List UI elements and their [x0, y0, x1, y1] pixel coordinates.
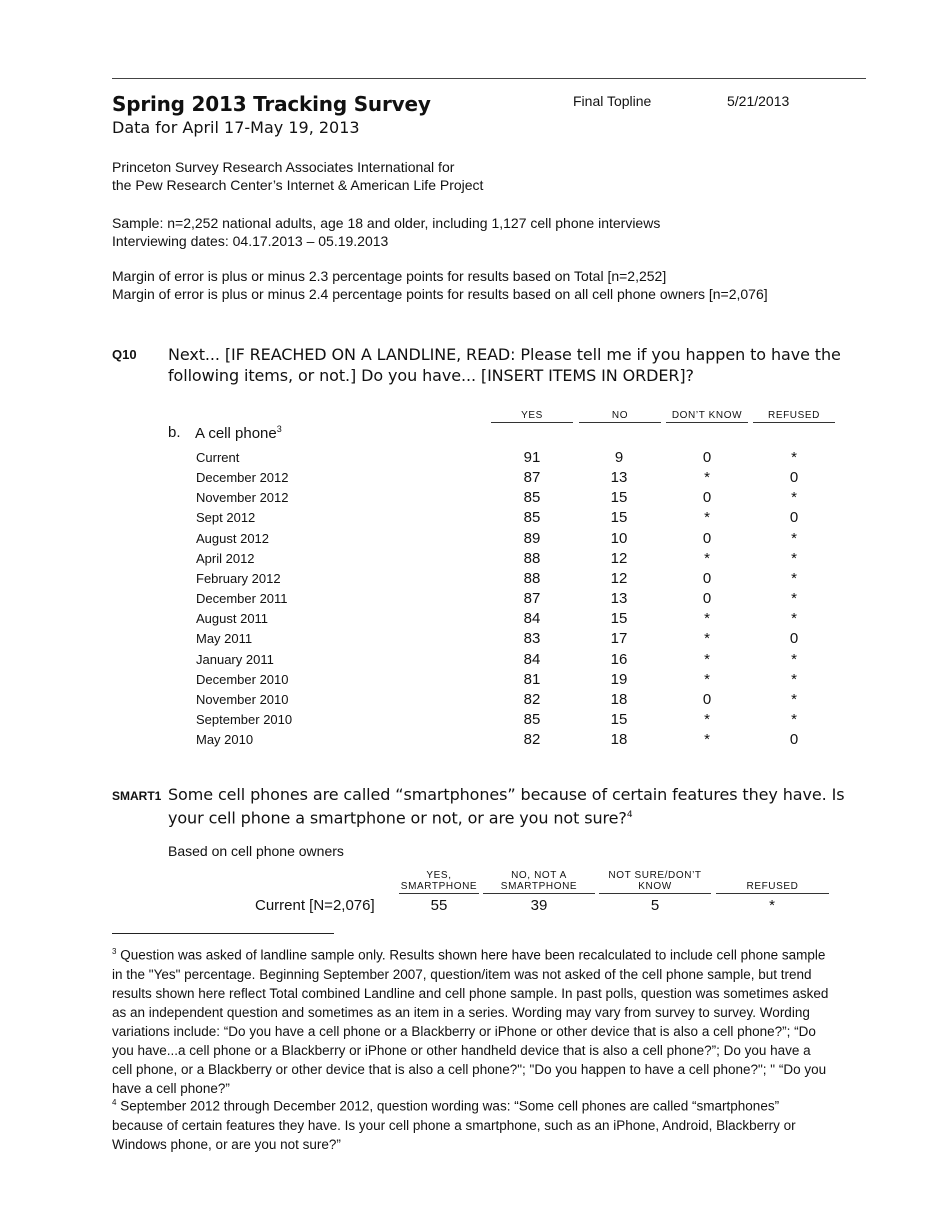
- page-title: Spring 2013 Tracking Survey: [112, 92, 431, 116]
- org-line-1: Princeton Survey Research Associates International for: [112, 159, 455, 175]
- q10-row-value-dont-know: *: [704, 630, 710, 647]
- q10-row-value-yes: 85: [523, 489, 541, 506]
- q10-row-value-yes: 87: [523, 590, 541, 607]
- q10-col-yes: YES: [491, 410, 573, 423]
- q10-row-label: November 2010: [196, 692, 289, 707]
- q10-row-value-yes: 84: [523, 610, 541, 627]
- q10-row-label: Sept 2012: [196, 510, 256, 525]
- footnote-3-text: Question was asked of landline sample only. Results shown here have been recalculated to include cell phone sample in the "Yes" percentage. Beginning September 2007, question/item was not asked of the cell phone sample, but trend results shown here reflect Total combined Landline and cell phone sample. In past polls, question was sometimes asked as an independent question and sometimes as an item in a series. Wording may vary from survey to survey. Wording variations include: “Do you have a cell phone or a Blackberry or iPhone or other device that is also a cell phone?”; “Do you have...a cell phone or a Blackberry or iPhone or other handheld device that is also a cell phone?”; Do you have a cell phone, or a Blackberry or other device that is also a cell phone?"; "Do you happen to have a cell phone?"; " “Do you have a cell phone?”: [112, 947, 829, 1096]
- q10-row-value-dont-know: *: [704, 509, 710, 526]
- q10-row-label: December 2011: [196, 591, 288, 606]
- page-subtitle: Data for April 17-May 19, 2013: [112, 118, 360, 137]
- q10-row-value-refused: *: [791, 610, 797, 627]
- smart1-row-label: Current [N=2,076]: [255, 897, 375, 914]
- q10-row-value-no: 13: [610, 590, 628, 607]
- sample-line: Sample: n=2,252 national adults, age 18 and older, including 1,127 cell phone interviews: [112, 215, 661, 231]
- smart1-text-line-2-text: your cell phone a smartphone or not, or are you not sure?: [168, 808, 627, 828]
- footnote-ref-4: 4: [626, 810, 633, 820]
- q10-row-value-yes: 88: [523, 550, 541, 567]
- q10-row-value-yes: 85: [523, 711, 541, 728]
- smart1-col-not-sure: [599, 870, 711, 894]
- q10-row-value-yes: 88: [523, 570, 541, 587]
- q10-row-value-dont-know: 0: [702, 691, 712, 708]
- q10-row-label: August 2012: [196, 531, 270, 546]
- q10-row-value-dont-know: 0: [702, 530, 712, 547]
- q10-row-label: February 2012: [196, 571, 281, 586]
- q10-row-value-yes: 91: [523, 449, 541, 466]
- q10-row-value-dont-know: *: [704, 550, 710, 567]
- margin-of-error-cell: Margin of error is plus or minus 2.4 percentage points for results based on all cell phone owners [n=2,076]: [112, 286, 768, 302]
- q10-row-value-no: 12: [610, 570, 628, 587]
- smart1-col-no-line1: NO, NOT A: [511, 870, 567, 881]
- q10-row-value-dont-know: *: [704, 671, 710, 688]
- footnote-ref-3: 3: [276, 424, 282, 434]
- q10-row-value-dont-know: *: [704, 610, 710, 627]
- q10-row-value-yes: 83: [523, 630, 541, 647]
- q10-row-value-refused: *: [791, 590, 797, 607]
- q10-row-value-no: 15: [610, 509, 628, 526]
- q10-row-value-yes: 89: [523, 530, 541, 547]
- footnote-4-mark: 4: [112, 1098, 117, 1107]
- q10-col-refused: REFUSED: [753, 410, 835, 423]
- q10-col-dont-know: DON’T KNOW: [666, 410, 748, 423]
- q10-row-value-dont-know: 0: [702, 489, 712, 506]
- smart1-col-no-line2: SMARTPHONE: [500, 881, 578, 892]
- footnote-3-mark: 3: [112, 947, 117, 956]
- q10-row-label: January 2011: [196, 652, 274, 667]
- q10-row-value-refused: *: [791, 691, 797, 708]
- q10-row-value-yes: 85: [523, 509, 541, 526]
- q10-row-value-dont-know: 0: [702, 590, 712, 607]
- q10-row-value-no: 15: [610, 610, 628, 627]
- q10-row-value-no: 17: [610, 630, 628, 647]
- q10-row-value-no: 15: [610, 489, 628, 506]
- smart1-value-yes: 55: [430, 897, 448, 914]
- smart1-text-line-1: Some cell phones are called “smartphones” because of certain features they have. Is: [168, 785, 845, 804]
- smart1-col-yes-line1: YES,: [426, 870, 452, 881]
- based-on-label: Based on cell phone owners: [168, 843, 344, 859]
- q10-row-value-refused: *: [791, 651, 797, 668]
- footnote-3: [112, 942, 832, 1098]
- q10-row-value-refused: 0: [789, 630, 799, 647]
- q10-row-value-dont-know: *: [704, 651, 710, 668]
- report-date: 5/21/2013: [727, 93, 790, 109]
- q10-row-value-refused: 0: [789, 731, 799, 748]
- q10-row-label: May 2010: [196, 732, 254, 747]
- q10-row-value-refused: *: [791, 711, 797, 728]
- q10-row-value-no: 13: [610, 469, 628, 486]
- smart1-value-no: 39: [530, 897, 548, 914]
- q10-row-label: Current: [196, 450, 240, 465]
- q10-row-value-no: 9: [614, 449, 624, 466]
- q10-row-label: September 2010: [196, 712, 293, 727]
- q10-col-no: NO: [579, 410, 661, 423]
- q10-row-value-no: 16: [610, 651, 628, 668]
- q10-row-value-refused: 0: [789, 469, 799, 486]
- q10-row-value-refused: *: [791, 449, 797, 466]
- q10-row-label: August 2011: [196, 611, 269, 626]
- q10-row-value-yes: 82: [523, 731, 541, 748]
- q10-row-value-refused: *: [791, 550, 797, 567]
- q10-row-value-yes: 87: [523, 469, 541, 486]
- smart1-col-not-sure-line1: NOT SURE/DON’T: [608, 870, 702, 881]
- q10-row-value-yes: 84: [523, 651, 541, 668]
- q10-row-value-dont-know: 0: [702, 449, 712, 466]
- q10-row-label: April 2012: [196, 551, 255, 566]
- q10-item-letter: b.: [168, 424, 181, 441]
- q10-row-value-no: 18: [610, 731, 628, 748]
- q10-number: Q10: [112, 347, 137, 362]
- smart1-text-line-2: [168, 805, 632, 828]
- footnote-4: [112, 1093, 832, 1154]
- q10-row-label: December 2010: [196, 672, 289, 687]
- smart1-col-yes: [399, 870, 479, 894]
- q10-row-value-no: 10: [610, 530, 628, 547]
- q10-row-label: May 2011: [196, 631, 253, 646]
- q10-item-label-text: A cell phone: [195, 425, 277, 442]
- q10-row-value-refused: *: [791, 671, 797, 688]
- q10-item-label: [195, 424, 282, 442]
- org-line-2: the Pew Research Center’s Internet & American Life Project: [112, 177, 484, 193]
- smart1-col-no: [483, 870, 595, 894]
- q10-text-line-1: Next... [IF REACHED ON A LANDLINE, READ: Please tell me if you happen to have the: [168, 345, 841, 364]
- smart1-col-not-sure-line2: KNOW: [638, 881, 672, 892]
- footnote-rule: [112, 933, 334, 934]
- header-rule: [112, 78, 866, 79]
- q10-row-value-no: 15: [610, 711, 628, 728]
- q10-row-label: November 2012: [196, 490, 289, 505]
- q10-row-value-refused: *: [791, 530, 797, 547]
- smart1-col-yes-line2: SMARTPHONE: [400, 881, 478, 892]
- q10-row-value-no: 19: [610, 671, 628, 688]
- interviewing-dates: Interviewing dates: 04.17.2013 – 05.19.2013: [112, 233, 389, 249]
- q10-text-line-2: following items, or not.] Do you have... [INSERT ITEMS IN ORDER]?: [168, 366, 694, 385]
- smart1-col-refused: [716, 870, 829, 894]
- q10-row-value-refused: *: [791, 570, 797, 587]
- smart1-col-refused-line2: REFUSED: [746, 881, 799, 892]
- q10-row-value-dont-know: *: [704, 469, 710, 486]
- q10-row-value-refused: *: [791, 489, 797, 506]
- smart1-number: SMART1: [112, 789, 162, 803]
- q10-row-value-dont-know: *: [704, 731, 710, 748]
- smart1-value-refused: *: [769, 897, 775, 914]
- smart1-value-not-sure: 5: [650, 897, 660, 914]
- q10-row-value-refused: 0: [789, 509, 799, 526]
- q10-row-value-yes: 81: [523, 671, 541, 688]
- margin-of-error-total: Margin of error is plus or minus 2.3 percentage points for results based on Total [n=2,252]: [112, 268, 667, 284]
- final-topline-label: Final Topline: [573, 93, 652, 109]
- footnote-4-text: September 2012 through December 2012, question wording was: “Some cell phones are called “smartphones” because of certain features they have. Is your cell phone a smartphone, such as an iPhone, Android, Blackberry or Windows phone, or are you not sure?”: [112, 1098, 796, 1152]
- q10-row-value-no: 18: [610, 691, 628, 708]
- q10-row-value-dont-know: *: [704, 711, 710, 728]
- q10-row-value-no: 12: [610, 550, 628, 567]
- q10-row-value-yes: 82: [523, 691, 541, 708]
- q10-row-value-dont-know: 0: [702, 570, 712, 587]
- q10-row-label: December 2012: [196, 470, 289, 485]
